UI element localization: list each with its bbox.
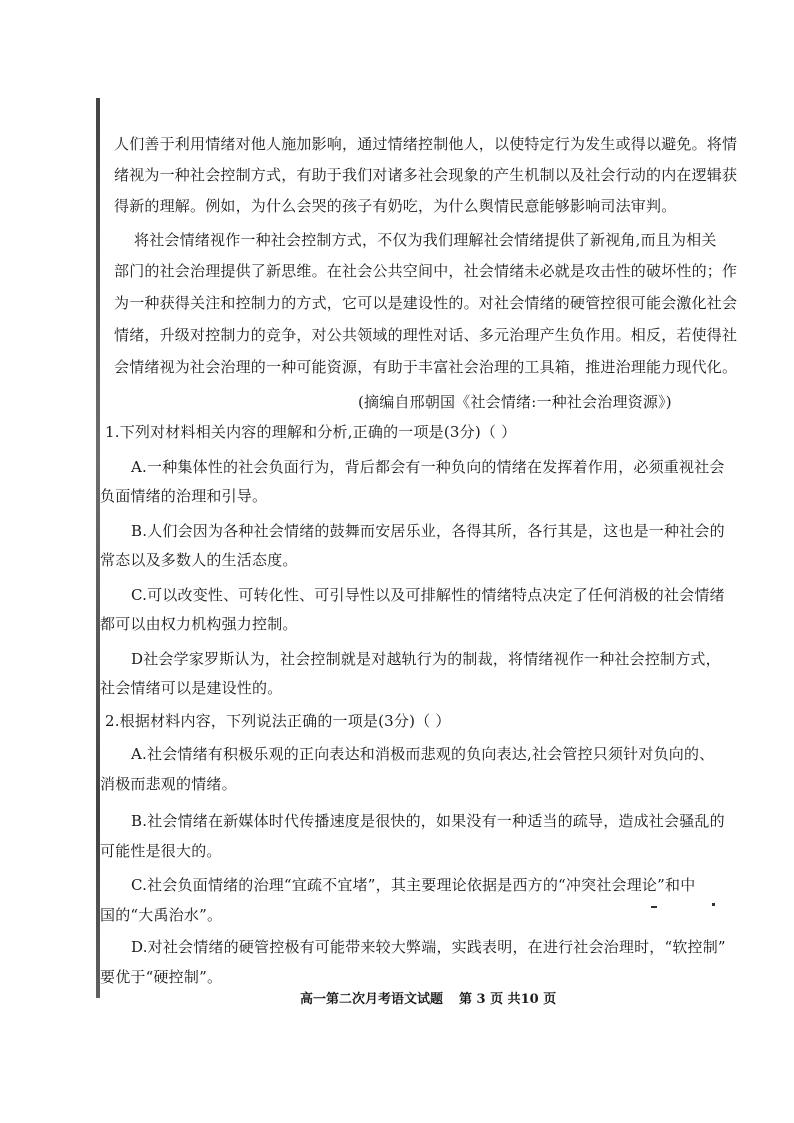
question-1-option-b: B.人们会因为各种社会情绪的鼓舞而安居乐业，各得其所，各行其是，这也是一种社会的 [131, 522, 725, 540]
question-2-option-a-cont: 消极而悲观的情绪。 [100, 775, 237, 793]
passage-line: 得新的理解。例如，为什么会哭的孩子有奶吃，为什么舆情民意能够影响司法审判。 [114, 197, 677, 215]
question-2-option-c: C.社会负面情绪的治理“宜疏不宜堵”，其主要理论依据是西方的“冲突社会理论”和中 [131, 876, 696, 894]
passage-line: 情绪，升级对控制力的竞争，对公共领域的理性对话、多元治理产生负作用。相反，若使得社 [114, 326, 738, 344]
question-2-option-d-cont: 要优于“硬控制”。 [100, 968, 223, 986]
footer-page-number: 第 3 页 共10 页 [459, 992, 557, 1007]
passage-line: 将社会情绪视作一种社会控制方式，不仅为我们理解社会情绪提供了新视角,而且为相关 [134, 231, 717, 249]
question-1-option-d-cont: 社会情绪可以是建设性的。 [100, 679, 283, 697]
question-2-option-b-cont: 可能性是很大的。 [100, 842, 222, 860]
question-1-option-c: C.可以改变性、可转化性、可引导性以及可排解性的情绪特点决定了任何消极的社会情绪 [131, 586, 725, 604]
question-1-option-c-cont: 都可以由权力机构强力控制。 [100, 615, 298, 633]
question-2-option-b: B.社会情绪在新媒体时代传播速度是很快的，如果没有一种适当的疏导，造成社会骚乱的 [131, 812, 725, 830]
passage-source: (摘编自邢朝国《社会情绪:一种社会治理资源》) [358, 393, 672, 411]
page-footer [300, 988, 556, 1007]
question-1-stem: 1.下列对材料相关内容的理解和分析,正确的一项是(3分)（ ） [105, 423, 517, 441]
question-1-option-a: A.一种集体性的社会负面行为，背后都会有一种负向的情绪在发挥着作用，必须重视社会 [131, 458, 725, 476]
question-1-option-b-cont: 常态以及多数人的生活态度。 [100, 551, 298, 569]
passage-line: 部门的社会治理提供了新思维。在社会公共空间中，社会情绪未必就是攻击性的破坏性的；作 [114, 262, 738, 280]
passage-line: 会情绪视为社会治理的一种可能资源，有助于丰富社会治理的工具箱，推进治理能力现代化。 [114, 358, 738, 376]
passage-line: 为一种获得关注和控制力的方式，它可以是建设性的。对社会情绪的硬管控很可能会激化社会 [114, 294, 738, 312]
scan-speck [712, 903, 715, 906]
footer-exam-title: 高一第二次月考语文试题 [300, 992, 444, 1007]
passage-line: 人们善于利用情绪对他人施加影响，通过情绪控制他人，以使特定行为发生或得以避免。将情 [114, 135, 738, 153]
question-2-stem: 2.根据材料内容，下列说法正确的一项是(3分)（ ） [105, 712, 451, 730]
question-2-option-c-cont: 国的“大禹治水”。 [100, 906, 223, 924]
passage-line: 绪视为一种社会控制方式，有助于我们对诸多社会现象的产生机制以及社会行动的内在逻辑获 [114, 166, 738, 184]
question-2-option-d: D.对社会情绪的硬管控极有可能带来较大弊端，实践表明，在进行社会治理时，“软控制” [131, 938, 726, 956]
scan-speck [651, 906, 657, 908]
question-1-option-d: D社会学家罗斯认为，社会控制就是对越轨行为的制裁，将情绪视作一种社会控制方式， [131, 650, 721, 668]
question-1-option-a-cont: 负面情绪的治理和引导。 [100, 487, 268, 505]
question-2-option-a: A.社会情绪有积极乐观的正向表达和消极而悲观的负向表达,社会管控只须针对负向的、 [131, 745, 715, 763]
